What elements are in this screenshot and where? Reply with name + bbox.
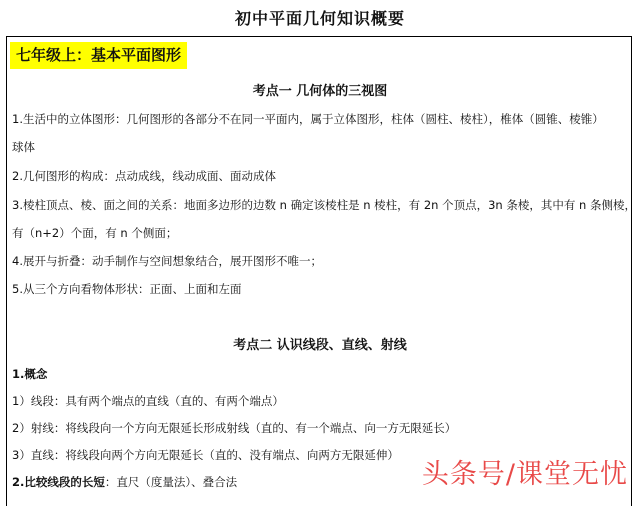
section1-line-2: 球体 xyxy=(12,140,35,154)
section2-heading: 考点二 认识线段、直线、射线 xyxy=(233,338,407,353)
section1-line-4: 3.棱柱顶点、棱、面之间的关系：地面多边形的边数 n 确定该棱柱是 n 棱柱，有 2n 个顶点，3n 条棱，其中有 n 条侧棱， xyxy=(12,198,636,212)
compare-line xyxy=(12,474,237,490)
section1-line-3: 2.几何图形的构成：点动成线，线动成面、面动成体 xyxy=(12,169,276,183)
section1-line-1: 1.生活中的立体图形：几何图形的各部分不在同一平面内，属于立体图形，柱体（圆柱、棱柱），椎体（圆锥、棱锥） xyxy=(12,112,604,126)
section1-heading: 考点一 几何体的三视图 xyxy=(252,84,388,99)
section2-line-1: 1）线段：具有两个端点的直线（直的、有两个端点） xyxy=(12,394,284,408)
chapter-heading: 七年级上：基本平面图形 xyxy=(10,42,187,69)
section1-line-7: 5.从三个方向看物体形状：正面、上面和左面 xyxy=(12,282,242,296)
concept-label: 1.概念 xyxy=(12,367,48,381)
compare-label: 2.比较线段的长短 xyxy=(12,475,105,489)
section2-line-3: 3）直线：将线段向两个方向无限延长（直的、没有端点、向两方无限延伸） xyxy=(12,448,399,462)
section1-line-6: 4.展开与折叠：动手制作与空间想象结合，展开图形不唯一； xyxy=(12,254,322,268)
compare-text: ：直尺（度量法）、叠合法 xyxy=(104,475,238,489)
document-title: 初中平面几何知识概要 xyxy=(234,9,405,28)
section2-line-2: 2）射线：将线段向一个方向无限延长形成射线（直的、有一个端点、向一方无限延长） xyxy=(12,421,457,435)
watermark: 头条号/课堂无忧 xyxy=(421,459,628,490)
section1-line-5: 有（n+2）个面，有 n 个侧面； xyxy=(12,226,178,240)
